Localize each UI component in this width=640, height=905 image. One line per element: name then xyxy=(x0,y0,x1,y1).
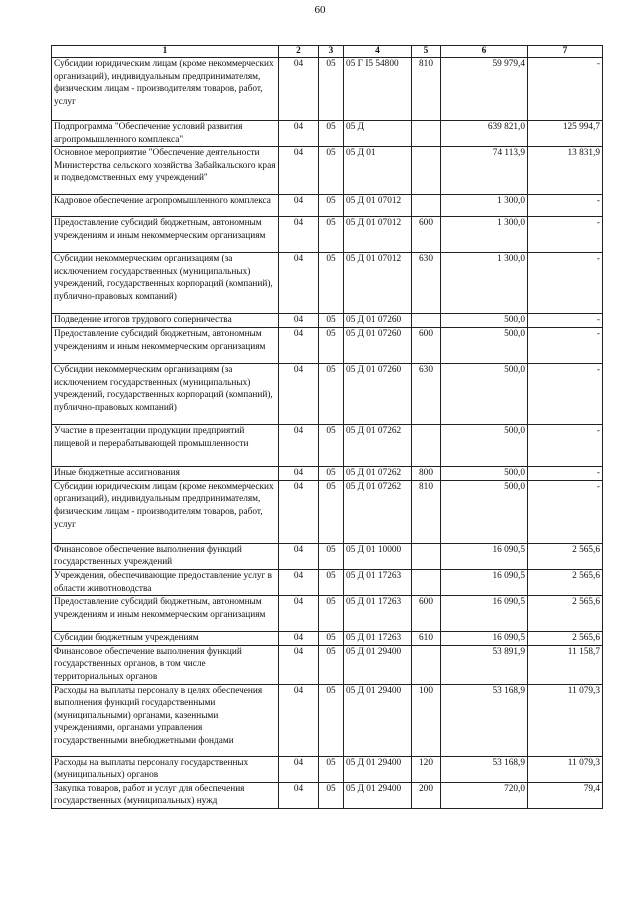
row-section: 04 xyxy=(279,543,319,569)
row-amount-2: - xyxy=(528,314,603,328)
row-amount-2: - xyxy=(528,253,603,314)
row-section: 04 xyxy=(279,632,319,646)
row-amount-1: 53 891,9 xyxy=(441,645,528,684)
row-section: 04 xyxy=(279,121,319,147)
row-subsection: 05 xyxy=(319,121,344,147)
row-subsection: 05 xyxy=(319,253,344,314)
row-subsection: 05 xyxy=(319,684,344,756)
row-expense-type: 810 xyxy=(412,480,441,543)
row-amount-1: 500,0 xyxy=(441,480,528,543)
table-row xyxy=(52,364,603,425)
row-name: Расходы на выплаты персоналу в целях обеспечения выполнения функций государственными (муниципальными) органами, казенными учреждениями, органами управления государственными внебюджетными фондами xyxy=(52,684,279,756)
row-name: Учреждения, обеспечивающие предоставление услуг в области животноводства xyxy=(52,569,279,595)
row-amount-1: 74 113,9 xyxy=(441,147,528,195)
table-row xyxy=(52,569,603,595)
row-subsection: 05 xyxy=(319,195,344,217)
row-expense-type xyxy=(412,147,441,195)
row-subsection: 05 xyxy=(319,543,344,569)
row-name: Закупка товаров, работ и услуг для обеспечения государственных (муниципальных) нужд xyxy=(52,782,279,808)
row-name: Подпрограмма "Обеспечение условий развития агропромышленного комплекса" xyxy=(52,121,279,147)
table-row xyxy=(52,121,603,147)
row-amount-1: 59 979,4 xyxy=(441,58,528,121)
row-name: Подведение итогов трудового соперничества xyxy=(52,314,279,328)
row-name: Субсидии некоммерческим организациям (за исключением государственных (муниципальных) учреждений, государственных корпораций (компаний), публично-правовых компаний) xyxy=(52,364,279,425)
row-subsection: 05 xyxy=(319,467,344,481)
row-subsection: 05 xyxy=(319,364,344,425)
header-row xyxy=(52,46,603,58)
row-amount-2: 11 158,7 xyxy=(528,645,603,684)
table-row xyxy=(52,596,603,632)
row-subsection: 05 xyxy=(319,58,344,121)
row-subsection: 05 xyxy=(319,569,344,595)
row-amount-2: 11 079,3 xyxy=(528,756,603,782)
row-target-article: 05 Д 01 07012 xyxy=(344,195,412,217)
row-amount-2: 2 565,6 xyxy=(528,543,603,569)
row-amount-1: 500,0 xyxy=(441,314,528,328)
row-name: Предоставление субсидий бюджетным, автономным учреждениям и иным некоммерческим организациям xyxy=(52,217,279,253)
header-col-5: 5 xyxy=(412,46,441,58)
row-amount-2: 2 565,6 xyxy=(528,632,603,646)
row-name: Финансовое обеспечение выполнения функций государственных органов, в том числе территориальных органов xyxy=(52,645,279,684)
row-name: Иные бюджетные ассигнования xyxy=(52,467,279,481)
row-target-article: 05 Д 01 07262 xyxy=(344,467,412,481)
header-col-7: 7 xyxy=(528,46,603,58)
row-amount-2: - xyxy=(528,217,603,253)
table-row xyxy=(52,645,603,684)
row-subsection: 05 xyxy=(319,314,344,328)
row-expense-type: 120 xyxy=(412,756,441,782)
row-name: Расходы на выплаты персоналу государственных (муниципальных) органов xyxy=(52,756,279,782)
row-target-article: 05 Д 01 17263 xyxy=(344,596,412,632)
page-number: 60 xyxy=(314,4,326,16)
row-section: 04 xyxy=(279,314,319,328)
row-name: Основное мероприятие "Обеспечение деятельности Министерства сельского хозяйства Забайкальского края и подведомственных ему учреждений" xyxy=(52,147,279,195)
row-expense-type xyxy=(412,645,441,684)
table-row xyxy=(52,195,603,217)
table-row xyxy=(52,782,603,808)
row-section: 04 xyxy=(279,684,319,756)
row-name: Субсидии юридическим лицам (кроме некоммерческих организаций), индивидуальным предпринимателям, физическим лицам - производителям товаров, работ, услуг xyxy=(52,58,279,121)
row-expense-type xyxy=(412,195,441,217)
row-expense-type: 630 xyxy=(412,253,441,314)
row-amount-1: 720,0 xyxy=(441,782,528,808)
row-target-article: 05 Д 01 29400 xyxy=(344,782,412,808)
row-amount-1: 500,0 xyxy=(441,467,528,481)
row-expense-type: 600 xyxy=(412,596,441,632)
row-name: Участие в презентации продукции предприятий пищевой и перерабатывающей промышленности xyxy=(52,425,279,467)
table-row xyxy=(52,632,603,646)
table-row xyxy=(52,253,603,314)
row-amount-1: 16 090,5 xyxy=(441,543,528,569)
row-expense-type: 600 xyxy=(412,328,441,364)
row-expense-type: 610 xyxy=(412,632,441,646)
row-amount-1: 500,0 xyxy=(441,364,528,425)
row-target-article: 05 Д 01 07260 xyxy=(344,314,412,328)
row-target-article: 05 Д 01 07012 xyxy=(344,217,412,253)
row-target-article: 05 Д 01 07262 xyxy=(344,480,412,543)
row-target-article: 05 Д 01 29400 xyxy=(344,756,412,782)
row-amount-2: 2 565,6 xyxy=(528,596,603,632)
table-row xyxy=(52,543,603,569)
table-row xyxy=(52,217,603,253)
row-expense-type xyxy=(412,543,441,569)
row-amount-1: 1 300,0 xyxy=(441,217,528,253)
header-col-6: 6 xyxy=(441,46,528,58)
row-expense-type xyxy=(412,314,441,328)
header-col-2: 2 xyxy=(279,46,319,58)
row-name: Субсидии юридическим лицам (кроме некоммерческих организаций), индивидуальным предпринимателям, физическим лицам - производителям товаров, работ, услуг xyxy=(52,480,279,543)
row-amount-2: 13 831,9 xyxy=(528,147,603,195)
table-row xyxy=(52,756,603,782)
row-target-article: 05 Д xyxy=(344,121,412,147)
row-target-article: 05 Д 01 07262 xyxy=(344,425,412,467)
table-row xyxy=(52,684,603,756)
row-amount-2: - xyxy=(528,195,603,217)
row-amount-2: - xyxy=(528,328,603,364)
row-expense-type: 800 xyxy=(412,467,441,481)
row-amount-2: 11 079,3 xyxy=(528,684,603,756)
row-target-article: 05 Д 01 29400 xyxy=(344,645,412,684)
row-section: 04 xyxy=(279,596,319,632)
row-amount-1: 639 821,0 xyxy=(441,121,528,147)
row-amount-1: 53 168,9 xyxy=(441,756,528,782)
row-amount-1: 500,0 xyxy=(441,328,528,364)
row-amount-1: 16 090,5 xyxy=(441,596,528,632)
row-target-article: 05 Д 01 07012 xyxy=(344,253,412,314)
row-target-article: 05 Д 01 07260 xyxy=(344,328,412,364)
row-section: 04 xyxy=(279,147,319,195)
row-expense-type: 810 xyxy=(412,58,441,121)
row-section: 04 xyxy=(279,569,319,595)
row-target-article: 05 Д 01 29400 xyxy=(344,684,412,756)
row-section: 04 xyxy=(279,782,319,808)
row-expense-type xyxy=(412,121,441,147)
row-target-article: 05 Д 01 10000 xyxy=(344,543,412,569)
row-expense-type: 630 xyxy=(412,364,441,425)
row-subsection: 05 xyxy=(319,425,344,467)
row-expense-type: 200 xyxy=(412,782,441,808)
row-section: 04 xyxy=(279,328,319,364)
row-section: 04 xyxy=(279,58,319,121)
row-subsection: 05 xyxy=(319,328,344,364)
row-name: Кадровое обеспечение агропромышленного комплекса xyxy=(52,195,279,217)
table-row xyxy=(52,467,603,481)
row-expense-type xyxy=(412,425,441,467)
row-amount-2: - xyxy=(528,58,603,121)
row-amount-1: 53 168,9 xyxy=(441,684,528,756)
row-name: Субсидии бюджетным учреждениям xyxy=(52,632,279,646)
row-amount-1: 500,0 xyxy=(441,425,528,467)
header-col-4: 4 xyxy=(344,46,412,58)
table-row xyxy=(52,58,603,121)
row-amount-2: - xyxy=(528,467,603,481)
row-expense-type xyxy=(412,569,441,595)
row-expense-type: 100 xyxy=(412,684,441,756)
row-section: 04 xyxy=(279,467,319,481)
row-subsection: 05 xyxy=(319,645,344,684)
table-row xyxy=(52,425,603,467)
header-col-1: 1 xyxy=(52,46,279,58)
row-expense-type: 600 xyxy=(412,217,441,253)
row-amount-1: 1 300,0 xyxy=(441,195,528,217)
table-row xyxy=(52,147,603,195)
row-section: 04 xyxy=(279,480,319,543)
row-amount-1: 16 090,5 xyxy=(441,569,528,595)
budget-table xyxy=(51,45,603,809)
row-subsection: 05 xyxy=(319,596,344,632)
row-amount-2: 125 994,7 xyxy=(528,121,603,147)
row-subsection: 05 xyxy=(319,480,344,543)
row-amount-2: 79,4 xyxy=(528,782,603,808)
row-name: Предоставление субсидий бюджетным, автономным учреждениям и иным некоммерческим организациям xyxy=(52,328,279,364)
row-subsection: 05 xyxy=(319,217,344,253)
row-section: 04 xyxy=(279,645,319,684)
row-section: 04 xyxy=(279,253,319,314)
row-subsection: 05 xyxy=(319,632,344,646)
row-amount-2: - xyxy=(528,364,603,425)
row-name: Предоставление субсидий бюджетным, автономным учреждениям и иным некоммерческим организациям xyxy=(52,596,279,632)
row-section: 04 xyxy=(279,364,319,425)
row-subsection: 05 xyxy=(319,782,344,808)
row-target-article: 05 Д 01 xyxy=(344,147,412,195)
row-target-article: 05 Д 01 17263 xyxy=(344,569,412,595)
header-col-3: 3 xyxy=(319,46,344,58)
row-target-article: 05 Г I5 54800 xyxy=(344,58,412,121)
row-target-article: 05 Д 01 17263 xyxy=(344,632,412,646)
row-section: 04 xyxy=(279,217,319,253)
row-name: Финансовое обеспечение выполнения функций государственных учреждений xyxy=(52,543,279,569)
row-amount-2: - xyxy=(528,425,603,467)
row-name: Субсидии некоммерческим организациям (за исключением государственных (муниципальных) учреждений, государственных корпораций (компаний), публично-правовых компаний) xyxy=(52,253,279,314)
row-target-article: 05 Д 01 07260 xyxy=(344,364,412,425)
row-amount-2: - xyxy=(528,480,603,543)
table-row xyxy=(52,480,603,543)
row-section: 04 xyxy=(279,425,319,467)
table-row xyxy=(52,328,603,364)
row-section: 04 xyxy=(279,756,319,782)
row-amount-1: 1 300,0 xyxy=(441,253,528,314)
row-amount-1: 16 090,5 xyxy=(441,632,528,646)
table-row xyxy=(52,314,603,328)
row-section: 04 xyxy=(279,195,319,217)
row-subsection: 05 xyxy=(319,756,344,782)
row-subsection: 05 xyxy=(319,147,344,195)
row-amount-2: 2 565,6 xyxy=(528,569,603,595)
